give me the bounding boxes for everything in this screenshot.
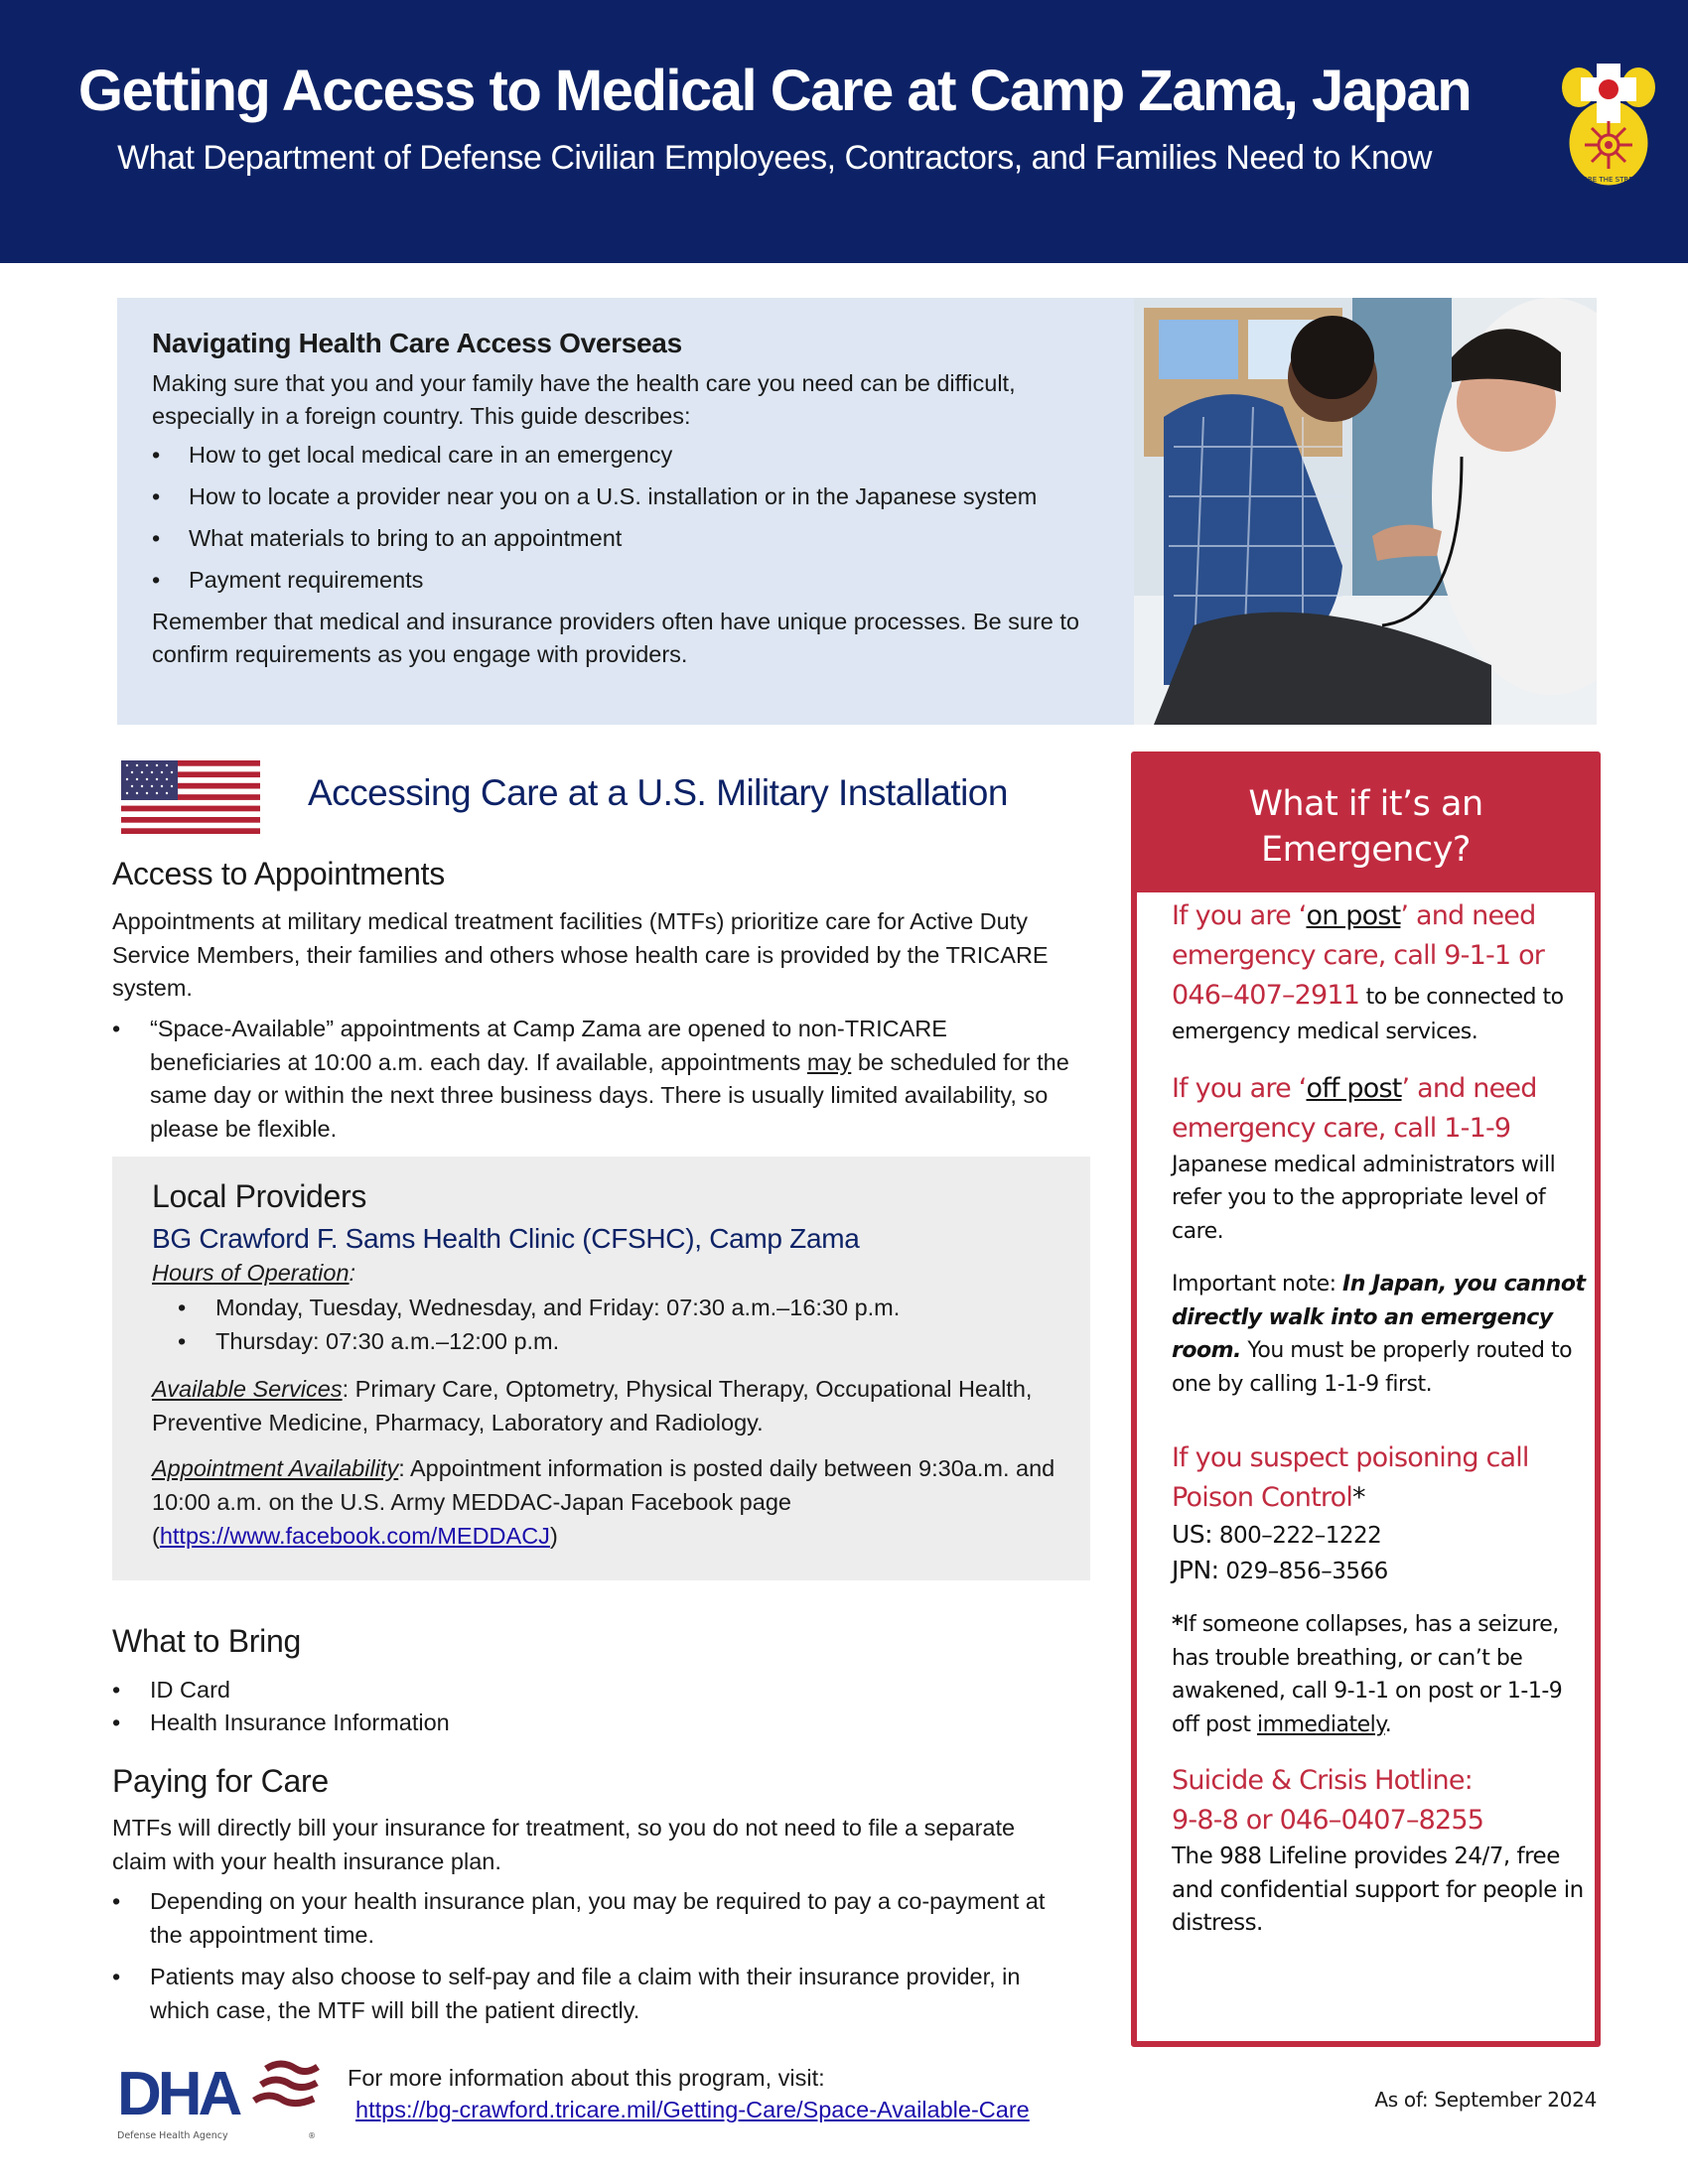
appointments-paragraph: Appointments at military medical treatment facilities (MTFs) prioritize care for Active Duty Service Members, their families and others whose health care is provided by the TRICARE system.: [112, 908, 1049, 1001]
on-post-key: on post: [1306, 900, 1401, 931]
paying-heading: Paying for Care: [112, 1763, 329, 1799]
poison-footnote: [1172, 1608, 1589, 1741]
intro-list-item: • How to get local medical care in an emergency: [152, 439, 1100, 472]
paying-paragraph: MTFs will directly bill your insurance for treatment, so you do not need to file a separate claim with your health insurance plan.: [112, 1815, 1016, 1874]
hours-list: [152, 1291, 1060, 1358]
program-link[interactable]: https://bg-crawford.tricare.mil/Getting-Care/Space-Available-Care: [355, 2097, 1030, 2122]
intro-heading: Navigating Health Care Access Overseas: [152, 328, 682, 358]
off-post-key: off post: [1306, 1072, 1402, 1104]
registered-mark: ®: [308, 2131, 316, 2140]
jpn-label: JPN:: [1172, 1555, 1219, 1584]
us-flag-icon: [121, 760, 260, 834]
jpn-poison-number: 029–856–3566: [1225, 1558, 1388, 1584]
footnote-emphasis: immediately: [1256, 1711, 1385, 1737]
footnote-text: If someone collapses, has a seizure, has trouble breathing, or can’t be awakened, call 9-1-1 on post or 1-1-9 off post: [1172, 1612, 1563, 1737]
what-to-bring-list: [112, 1674, 1075, 1739]
header-banner: [0, 0, 1688, 263]
emergency-panel: [1131, 751, 1601, 2047]
hours-colon: :: [349, 1260, 356, 1286]
svg-text:RESTORE THE STRENGTH: RESTORE THE STRENGTH: [1564, 176, 1653, 184]
on-post-body: to be connected to emergency medical services.: [1172, 985, 1564, 1044]
crisis-heading: Suicide & Crisis Hotline:: [1172, 1765, 1473, 1796]
hours-item: • Monday, Tuesday, Wednesday, and Friday: 07:30 a.m.–16:30 p.m.: [152, 1291, 1060, 1324]
appointment-availability: [152, 1451, 1060, 1553]
may-emphasis: may: [806, 1048, 852, 1075]
emergency-heading-line1: What if it’s an: [1248, 784, 1483, 824]
local-providers-heading: Local Providers: [152, 1178, 367, 1214]
intro-list-item: • Payment requirements: [152, 564, 1100, 597]
emergency-body: [1172, 896, 1589, 1941]
off-post-block: [1172, 1069, 1589, 1249]
dha-logo: [117, 2055, 321, 2144]
us-poison-number: 800–222–1222: [1218, 1523, 1382, 1549]
appointments-list: [112, 1013, 1075, 1146]
intro-list: [152, 439, 1100, 597]
on-post-pre: If you are ‘: [1172, 900, 1307, 931]
crisis-numbers: 9-8-8 or 046–0407–8255: [1172, 1805, 1484, 1836]
poison-block: [1172, 1438, 1589, 1588]
us-section-heading: Accessing Care at a U.S. Military Installation: [308, 772, 1008, 813]
paying-list: [112, 1885, 1075, 2027]
dha-tagline: Defense Health Agency: [117, 2130, 228, 2141]
off-post-pre: If you are ‘: [1172, 1072, 1307, 1104]
hours-label: Hours of Operation: [152, 1260, 350, 1286]
clinic-name: BG Crawford F. Sams Health Clinic (CFSHC), Camp Zama: [152, 1223, 860, 1254]
local-providers-panel: [112, 1157, 1090, 1580]
intro-paragraph: Making sure that you and your family have the health care you need can be difficult, especially in a foreign country. This guide describes:: [152, 370, 1016, 429]
bring-item: • Health Insurance Information: [112, 1706, 1075, 1739]
available-services: [152, 1372, 1060, 1439]
emergency-heading-line2: Emergency?: [1261, 830, 1471, 870]
availability-text: : Appointment information is posted daily between 9:30a.m. and 10:00 a.m. on the U.S. Army MEDDAC-Japan Facebook page (: [152, 1454, 1055, 1549]
bring-item: • ID Card: [112, 1674, 1075, 1706]
poison-asterisk: *: [1352, 1482, 1365, 1513]
availability-close: ): [549, 1522, 558, 1549]
what-to-bring-heading: What to Bring: [112, 1623, 301, 1659]
paying-item: • Patients may also choose to self-pay and file a claim with their insurance provider, in which case, the MTF will bill the patient directly.: [112, 1961, 1075, 2027]
crisis-block: [1172, 1761, 1589, 1941]
space-available-text-end: be scheduled for the same day or within the next three business days. There is usually limited availability, so please be flexible.: [150, 1048, 1069, 1142]
facebook-link[interactable]: https://www.facebook.com/MEDDACJ: [159, 1522, 550, 1549]
us-label: US:: [1172, 1520, 1213, 1549]
intro-list-item: • What materials to bring to an appointment: [152, 522, 1100, 555]
intro-list-item: • How to locate a provider near you on a U.S. installation or in the Japanese system: [152, 480, 1100, 513]
intro-panel: [117, 298, 1134, 725]
poison-heading: If you suspect poisoning call Poison Control: [1172, 1442, 1529, 1513]
note-rest: You must be properly routed to one by calling 1-1-9 first.: [1172, 1338, 1573, 1397]
space-available-text: “Space-Available” appointments at Camp Zama are opened to non-TRICARE beneficiaries at 10:00 a.m. each day. If available, appointments: [150, 1016, 947, 1075]
availability-label: Appointment Availability: [152, 1454, 399, 1481]
footnote-end: .: [1384, 1711, 1392, 1737]
off-post-post: ’ and need emergency care, call 1-1-9: [1172, 1072, 1537, 1144]
on-post-block: [1172, 896, 1589, 1049]
intro-closing: Remember that medical and insurance providers often have unique processes. Be sure to confirm requirements as you engage with providers.: [152, 609, 1079, 667]
off-post-body: Japanese medical administrators will refer you to the appropriate level of care.: [1172, 1152, 1556, 1244]
appointments-heading: Access to Appointments: [112, 856, 445, 891]
important-note: [1172, 1268, 1589, 1401]
paying-item: • Depending on your health insurance plan, you may be required to pay a co-payment at the appointment time.: [112, 1885, 1075, 1952]
space-available-item: [112, 1013, 1075, 1146]
emergency-heading: [1137, 757, 1595, 892]
crisis-body: The 988 Lifeline provides 24/7, free and confidential support for people in distress.: [1172, 1843, 1584, 1936]
doctor-patient-photo: [1134, 298, 1597, 725]
as-of-date: As of: September 2024: [1374, 2088, 1597, 2112]
page-title: Getting Access to Medical Care at Camp Zama, Japan: [77, 59, 1472, 123]
note-label: Important note:: [1172, 1272, 1343, 1297]
services-label: Available Services: [152, 1375, 343, 1402]
services-text: : Primary Care, Optometry, Physical Therapy, Occupational Health, Preventive Medicine, Pharmacy, Laboratory and Radiology.: [152, 1375, 1033, 1435]
more-info-text: For more information about this program, visit:: [348, 2065, 825, 2091]
page-subtitle: What Department of Defense Civilian Employees, Contractors, and Families Need to Know: [117, 139, 1432, 177]
medddac-crest-logo: [1557, 62, 1660, 187]
note-emphasis: In Japan, you cannot directly walk into an emergency room.: [1172, 1272, 1586, 1363]
on-post-post: ’ and need emergency care, call 9-1-1 or 046–407–2911: [1172, 900, 1545, 1011]
dha-logo-text: DHA: [117, 2060, 239, 2128]
hours-item: • Thursday: 07:30 a.m.–12:00 p.m.: [152, 1324, 1060, 1358]
footnote-star: *: [1172, 1612, 1184, 1637]
